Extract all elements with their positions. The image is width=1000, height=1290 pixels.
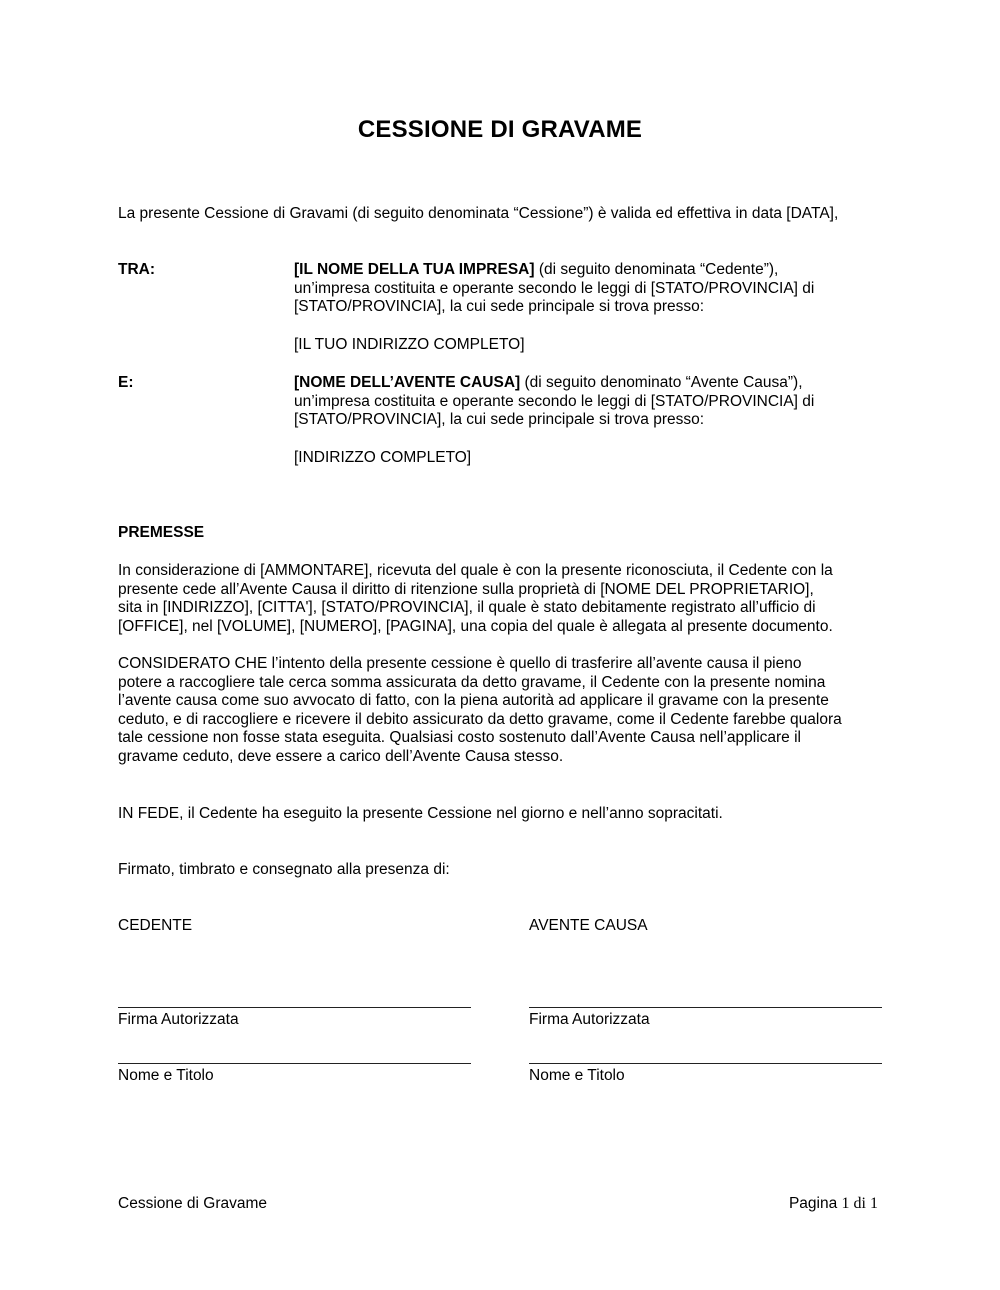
paragraph-line: potere a raccogliere tale cerca somma assicurata da detto gravame, il Cedente con la presente nomina xyxy=(118,673,826,691)
party-line: [STATO/PROVINCIA], la cui sede principale si trova presso: xyxy=(294,298,705,316)
page-total: 1 xyxy=(870,1195,878,1212)
party-line: [STATO/PROVINCIA], la cui sede principale si trova presso: xyxy=(294,411,705,429)
paragraph-line: ceduto, e di raccogliere e ricevere il debito assicurato da detto gravame, come il Cedente farebbe qualora xyxy=(118,710,842,728)
footer-document-name: Cessione di Gravame xyxy=(118,1195,268,1212)
party-label-tra: TRA: xyxy=(118,261,156,278)
page-of: di xyxy=(849,1195,870,1212)
firmato-paragraph: Firmato, timbrato e consegnato alla presenza di: xyxy=(118,861,450,878)
party-address: [INDIRIZZO COMPLETO] xyxy=(294,449,472,466)
paragraph-line: [OFFICE], nel [VOLUME], [NUMERO], [PAGINA], una copia del quale è allegata al presente documento. xyxy=(118,617,833,635)
paragraph-line: In considerazione di [AMMONTARE], ricevuta del quale è con la presente riconosciuta, il Cedente con la xyxy=(118,562,833,579)
name-title-line-cedente xyxy=(118,1063,471,1064)
page-current: 1 xyxy=(841,1195,850,1212)
signature-label: Firma Autorizzata xyxy=(118,1011,239,1028)
party-block-avente-causa xyxy=(294,374,884,430)
name-title-label: Nome e Titolo xyxy=(118,1067,214,1084)
document-title: CESSIONE DI GRAVAME xyxy=(357,116,643,143)
party-name-line xyxy=(294,374,884,393)
party-name-suffix: (di seguito denominato “Avente Causa”), xyxy=(520,374,803,391)
party-line: un’impresa costituita e operante secondo le leggi di [STATO/PROVINCIA] di xyxy=(294,392,815,410)
party-address: [IL TUO INDIRIZZO COMPLETO] xyxy=(294,336,525,353)
section-heading-premesse: PREMESSE xyxy=(118,524,205,541)
paragraph-line: tale cessione non fosse stata eseguita. Qualsiasi costo sostenuto dall’Avente Causa nell’applicare il xyxy=(118,729,801,747)
signature-line-cedente xyxy=(118,1007,471,1008)
signature-label: Firma Autorizzata xyxy=(529,1011,650,1028)
party-block-cedente xyxy=(294,261,884,317)
intro-paragraph: La presente Cessione di Gravami (di seguito denominata “Cessione”) è valida ed effettiva in data [DATA], xyxy=(118,205,839,222)
signature-line-avente-causa xyxy=(529,1007,882,1008)
considerato-paragraph xyxy=(118,655,888,767)
party-name-line xyxy=(294,261,884,280)
signature-role-cedente: CEDENTE xyxy=(118,917,193,934)
name-title-line-avente-causa xyxy=(529,1063,882,1064)
paragraph-line: CONSIDERATO CHE l’intento della presente cessione è quello di trasferire all’avente causa il pieno xyxy=(118,655,802,672)
paragraph-line: presente cede all’Avente Causa il diritto di ritenzione sulla proprietà di [NOME DEL PROPRIETARIO], xyxy=(118,580,814,598)
paragraph-line: l’avente causa come suo avvocato di fatto, con la piena autorità ad applicare il gravame con la presente xyxy=(118,692,829,710)
paragraph-line: gravame ceduto, deve essere a carico dell’Avente Causa stesso. xyxy=(118,747,564,765)
name-title-label: Nome e Titolo xyxy=(529,1067,625,1084)
premesse-paragraph xyxy=(118,562,888,636)
party-name-suffix: (di seguito denominata “Cedente”), xyxy=(534,261,779,278)
party-label-e: E: xyxy=(118,374,134,391)
page-word: Pagina xyxy=(788,1195,842,1212)
in-fede-paragraph: IN FEDE, il Cedente ha eseguito la presente Cessione nel giorno e nell’anno sopracitati. xyxy=(118,805,723,822)
footer-page-number xyxy=(789,1195,878,1213)
paragraph-line: sita in [INDIRIZZO], [CITTA'], [STATO/PROVINCIA], il quale è stato debitamente registrato all’ufficio di xyxy=(118,599,816,617)
party-line: un’impresa costituita e operante secondo le leggi di [STATO/PROVINCIA] di xyxy=(294,279,815,297)
party-name: [NOME DELL’AVENTE CAUSA] xyxy=(294,374,521,391)
party-name: [IL NOME DELLA TUA IMPRESA] xyxy=(294,261,535,278)
signature-role-avente-causa: AVENTE CAUSA xyxy=(529,917,648,934)
